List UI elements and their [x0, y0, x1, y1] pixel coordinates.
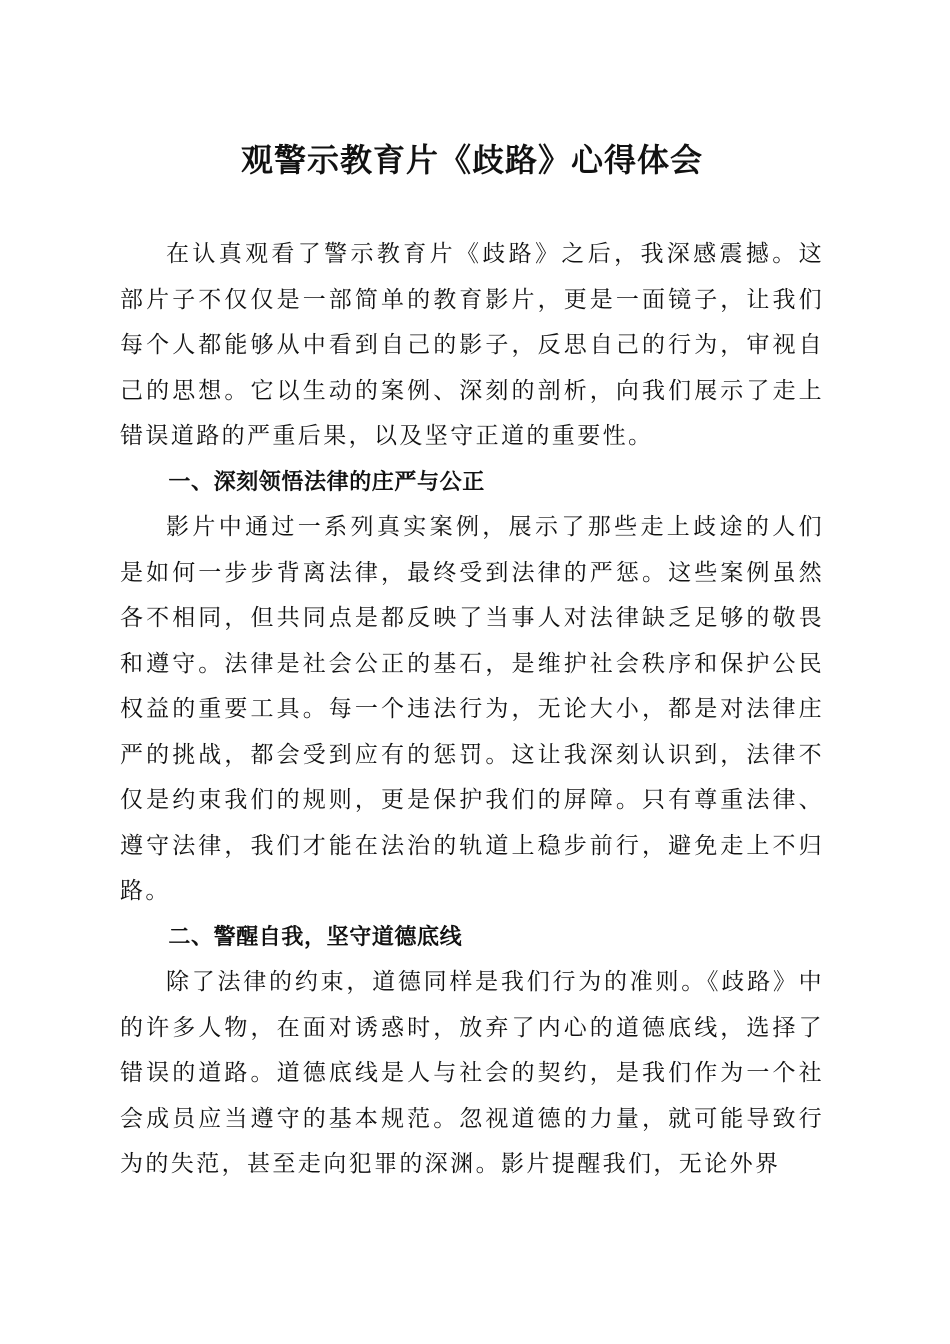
section-heading-law: 一、深刻领悟法律的庄严与公正 [168, 469, 485, 495]
document-title: 观警示教育片《歧路》心得体会 [240, 141, 703, 179]
section-paragraph-morality: 除了法律的约束，道德同样是我们行为的准则。《歧路》中的许多人物，在面对诱惑时，放弃了内心的道德底线，选择了错误的道路。道德底线是人与社会的契约，是我们作为一个社会成员应当遵守的基本规范。忽视道德的力量，就可能导致行为的失范，甚至走向犯罪的深渊。影片提醒我们，无论外界 [120, 969, 824, 1177]
intro-paragraph: 在认真观看了警示教育片《歧路》之后，我深感震撼。这部片子不仅仅是一部简单的教育影片，更是一面镜子，让我们每个人都能够从中看到自己的影子，反思自己的行为，审视自己的思想。它以生动的案例、深刻的剖析，向我们展示了走上错误道路的严重后果，以及坚守正道的重要性。 [120, 241, 824, 449]
document-body [120, 232, 824, 1188]
section-paragraph-law: 影片中通过一系列真实案例，展示了那些走上歧途的人们是如何一步步背离法律，最终受到法律的严惩。这些案例虽然各不相同，但共同点是都反映了当事人对法律缺乏足够的敬畏和遵守。法律是社会公正的基石，是维护社会秩序和保护公民权益的重要工具。每一个违法行为，无论大小，都是对法律庄严的挑战，都会受到应有的惩罚。这让我深刻认识到，法律不仅是约束我们的规则，更是保护我们的屏障。只有尊重法律、遵守法律，我们才能在法治的轨道上稳步前行，避免走上不归路。 [120, 514, 824, 904]
section-heading-morality: 二、警醒自我，坚守道德底线 [168, 924, 463, 950]
document-page [120, 0, 824, 1344]
